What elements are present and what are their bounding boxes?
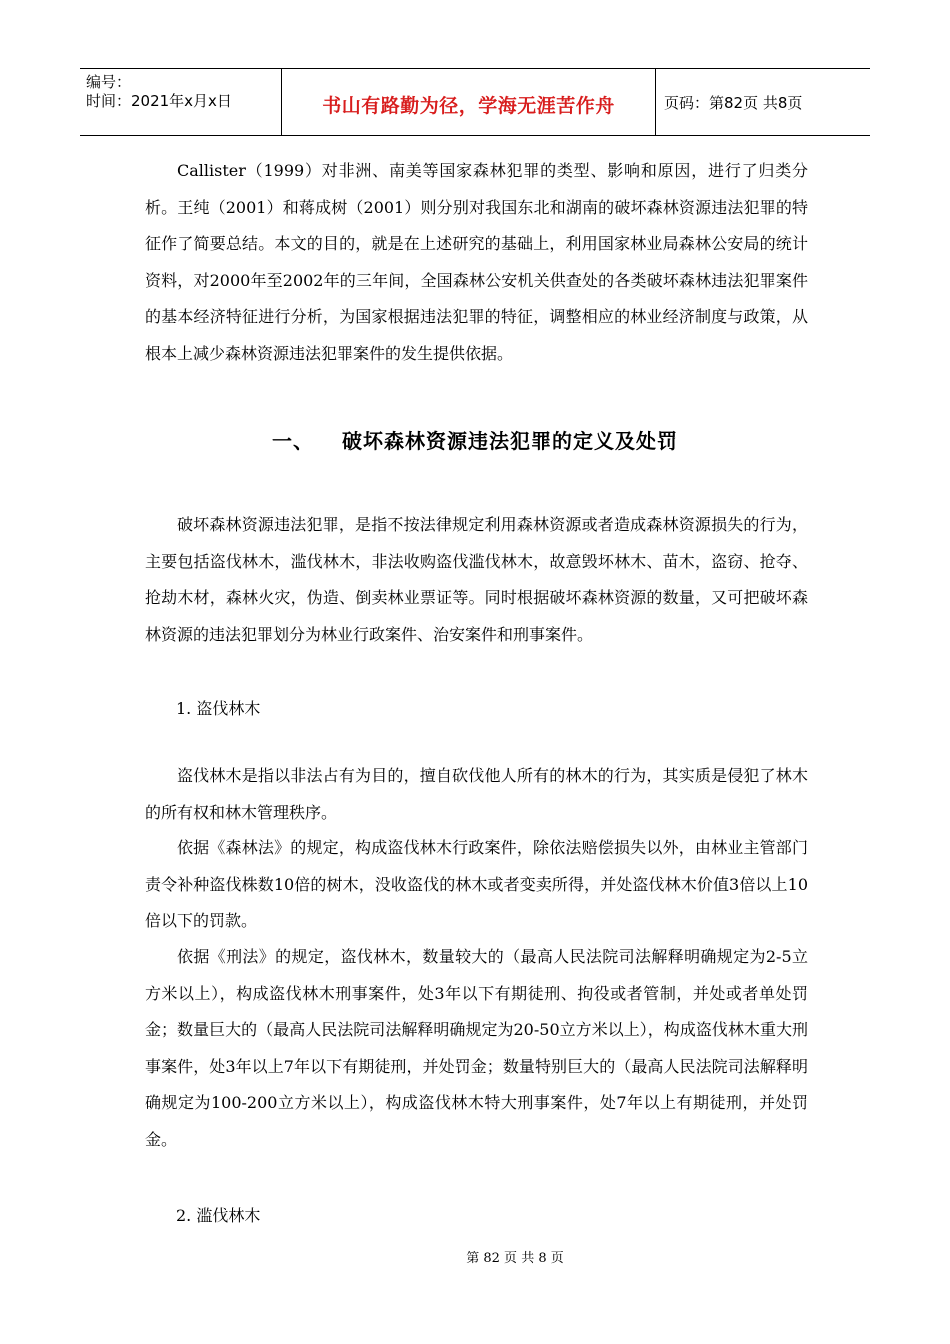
page-header [80, 68, 870, 136]
subsection-heading-2: 2. 滥伐林木 [176, 1206, 261, 1225]
forest-law-paragraph: 依据《森林法》的规定，构成盗伐林木行政案件，除依法赔偿损失以外，由林业主管部门责令补种盗伐株数10倍的树木，没收盗伐的林木或者变卖所得，并处盗伐林木价值3倍以上10倍以下的罚款。 [145, 838, 808, 930]
intro-paragraph: Callister（1999）对非洲、南美等国家森林犯罪的类型、影响和原因，进行了归类分析。王纯（2001）和蒋成树（2001）则分别对我国东北和湖南的破坏森林资源违法犯罪的特征作了简要总结。本文的目的，就是在上述研究的基础上，利用国家林业局森林公安局的统计资料，对2000年至2002年的三年间，全国森林公安机关供查处的各类破坏森林违法犯罪案件的基本经济特征进行分析，为国家根据违法犯罪的特征，调整相应的林业经济制度与政策，从根本上减少森林资源违法犯罪案件的发生提供依据。 [145, 161, 808, 363]
section-title: 破坏森林资源违法犯罪的定义及处罚 [342, 429, 678, 453]
subsection-heading-1: 1. 盗伐林木 [176, 699, 261, 718]
theft-definition-paragraph: 盗伐林木是指以非法占有为目的，擅自砍伐他人所有的林木的行为，其实质是侵犯了林木的所有权和林木管理秩序。 [145, 766, 808, 822]
criminal-law-paragraph: 依据《刑法》的规定，盗伐林木，数量较大的（最高人民法院司法解释明确规定为2-5立方米以上），构成盗伐林木刑事案件，处3年以下有期徒刑、拘役或者管制，并处或者单处罚金；数量巨大的（最高人民法院司法解释明确规定为20-50立方米以上），构成盗伐林木重大刑事案件，处3年以上7年以下有期徒刑，并处罚金；数量特别巨大的（最高人民法院司法解释明确规定为100-200立方米以上），构成盗伐林木特大刑事案件，处7年以上有期徒刑，并处罚金。 [145, 947, 808, 1149]
section-number: 一、 [272, 429, 314, 453]
definition-paragraph: 破坏森林资源违法犯罪，是指不按法律规定利用森林资源或者造成森林资源损失的行为，主要包括盗伐林木，滥伐林木，非法收购盗伐滥伐林木，故意毁坏林木、苗木，盗窃、抢夺、抢劫木材，森林火灾，伪造、倒卖林业票证等。同时根据破坏森林资源的数量，又可把破坏森林资源的违法犯罪划分为林业行政案件、治安案件和刑事案件。 [145, 515, 808, 644]
header-motto: 书山有路勤为径，学海无涯苦作舟 [322, 94, 615, 117]
header-meta [80, 69, 282, 135]
document-number-label: 编号： [86, 73, 132, 91]
header-page-code-cell [656, 69, 870, 135]
document-time-label: 时间：2021年x月x日 [86, 92, 232, 110]
header-motto-cell [282, 69, 656, 135]
section-heading [0, 425, 950, 454]
header-page-code: 页码：第82页 共8页 [664, 93, 803, 112]
page-footer: 第 82 页 共 8 页 [466, 1251, 564, 1266]
